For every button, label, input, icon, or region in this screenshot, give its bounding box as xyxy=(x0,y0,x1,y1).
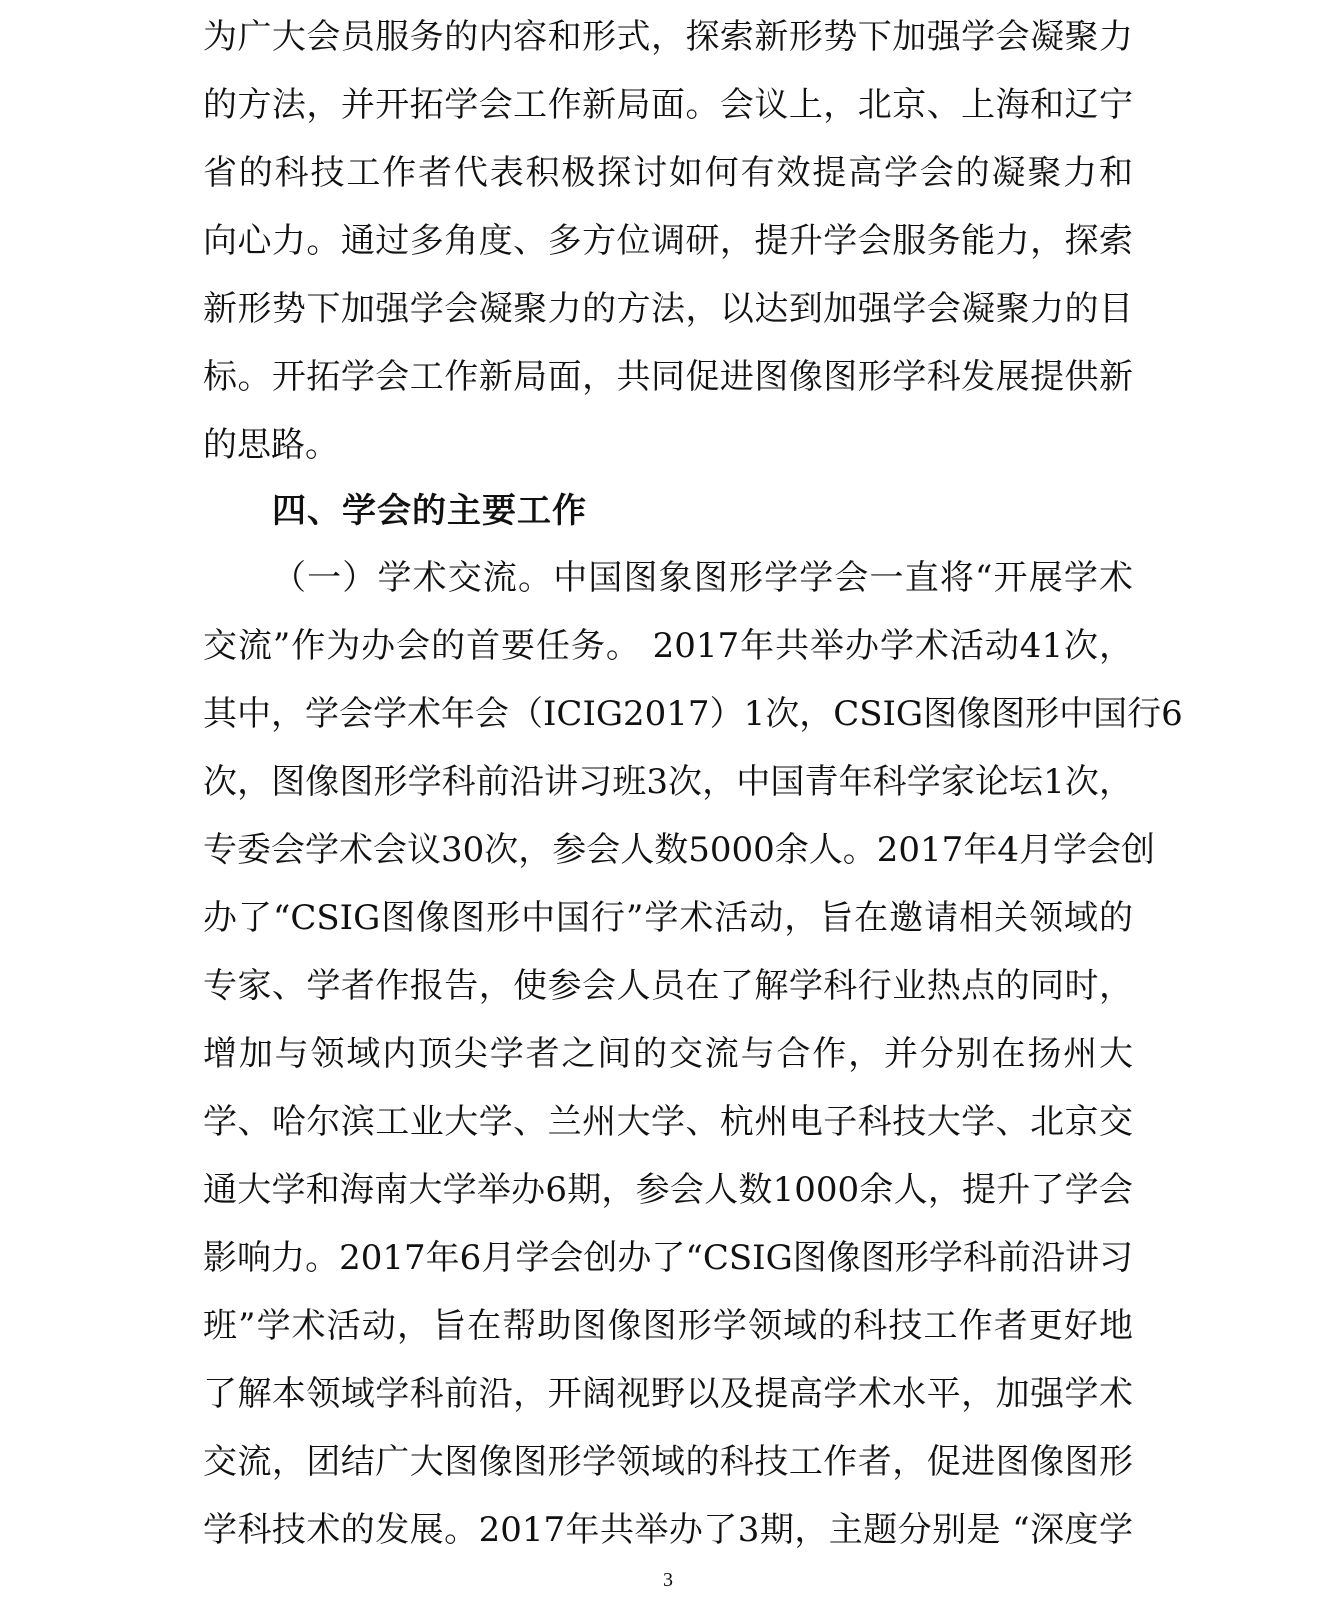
paragraph-line: 办了“CSIG图像图形中国行”学术活动，旨在邀请相关领域的 xyxy=(203,898,1133,938)
page-number: 3 xyxy=(663,1569,673,1591)
paragraph-line: 学、哈尔滨工业大学、兰州大学、杭州电子科技大学、北京交 xyxy=(203,1102,1133,1142)
paragraph-line: 专家、学者作报告，使参会人员在了解学科行业热点的同时， xyxy=(203,966,1133,1006)
paragraph-line: 的方法，并开拓学会工作新局面。会议上，北京、上海和辽宁 xyxy=(203,85,1133,125)
paragraph-line: 通大学和海南大学举办6期，参会人数1000余人，提升了学会 xyxy=(203,1170,1133,1210)
section-heading: 四、学会的主要工作 xyxy=(272,491,587,531)
paragraph-line: 新形势下加强学会凝聚力的方法，以达到加强学会凝聚力的目 xyxy=(203,289,1133,329)
paragraph-line: 为广大会员服务的内容和形式，探索新形势下加强学会凝聚力 xyxy=(203,17,1133,57)
paragraph-line: 交流”作为办会的首要任务。 2017年共举办学术活动41次， xyxy=(203,626,1133,666)
paragraph-line: 次，图像图形学科前沿讲习班3次，中国青年科学家论坛1次， xyxy=(203,762,1133,802)
paragraph-line: 交流，团结广大图像图形学领域的科技工作者，促进图像图形 xyxy=(203,1442,1133,1482)
paragraph-line: 其中，学会学术年会（ICIG2017）1次，CSIG图像图形中国行6 xyxy=(203,694,1183,734)
paragraph-line: 的思路。 xyxy=(203,425,339,465)
paragraph-line: 标。开拓学会工作新局面，共同促进图像图形学科发展提供新 xyxy=(203,357,1133,397)
paragraph-line: 学科技术的发展。2017年共举办了3期，主题分别是 “深度学 xyxy=(203,1510,1133,1550)
paragraph-line: 专委会学术会议30次，参会人数5000余人。2017年4月学会创 xyxy=(203,830,1155,870)
paragraph-line: 影响力。2017年6月学会创办了“CSIG图像图形学科前沿讲习 xyxy=(203,1238,1133,1278)
paragraph-line: （一）学术交流。中国图象图形学学会一直将“开展学术 xyxy=(272,558,1133,598)
paragraph-line: 向心力。通过多角度、多方位调研，提升学会服务能力，探索 xyxy=(203,221,1133,261)
paragraph-line: 了解本领域学科前沿，开阔视野以及提高学术水平，加强学术 xyxy=(203,1374,1133,1414)
paragraph-line: 增加与领域内顶尖学者之间的交流与合作，并分别在扬州大 xyxy=(203,1034,1133,1074)
paragraph-line: 班”学术活动，旨在帮助图像图形学领域的科技工作者更好地 xyxy=(203,1306,1133,1346)
paragraph-line: 省的科技工作者代表积极探讨如何有效提高学会的凝聚力和 xyxy=(203,153,1133,193)
